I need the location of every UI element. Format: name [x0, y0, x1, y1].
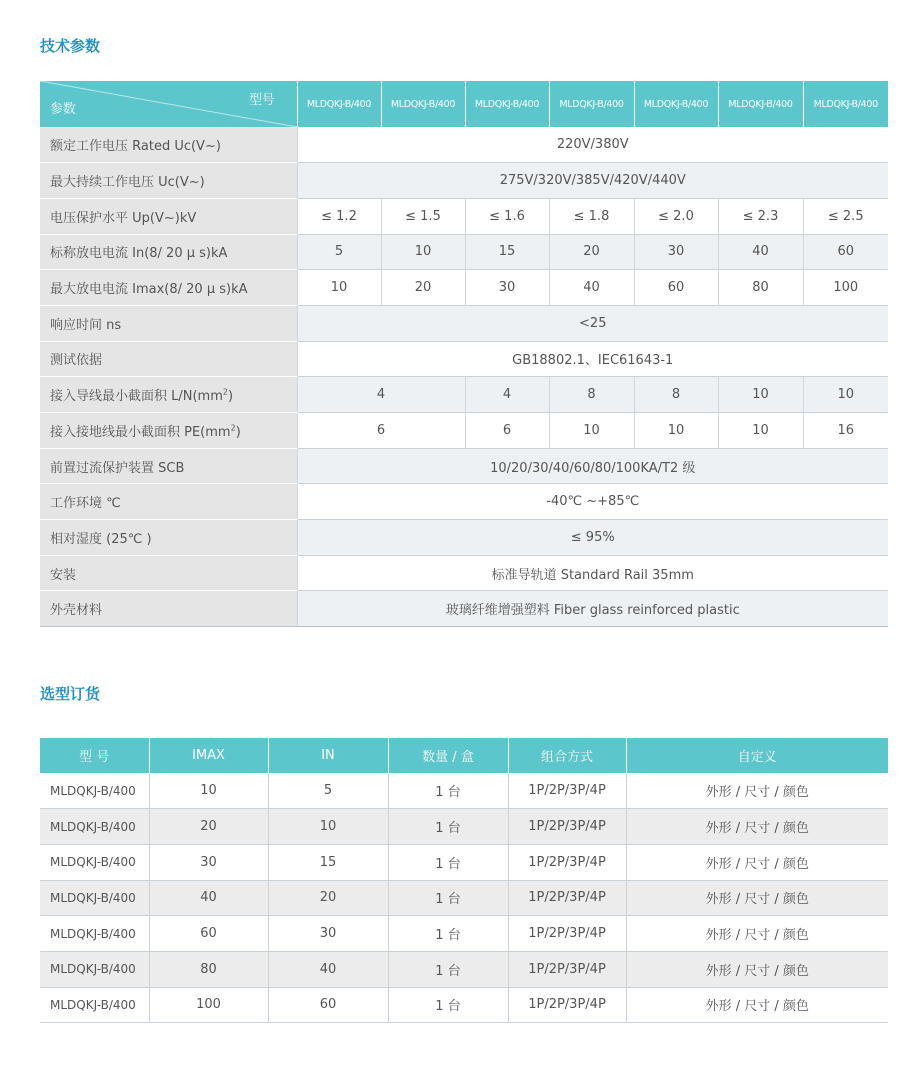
row-value: ≤ 2.0	[634, 198, 718, 234]
row-value: 40	[549, 270, 634, 306]
row-value: ≤ 2.3	[718, 198, 803, 234]
row-value: 10	[634, 413, 718, 449]
table-cell: 15	[268, 844, 388, 880]
table-cell: 1P/2P/3P/4P	[508, 987, 626, 1023]
row-value: 4	[465, 377, 549, 413]
table-cell: 1 台	[388, 880, 508, 916]
row-value: 20	[549, 234, 634, 270]
row-value: 275V/320V/385V/420V/440V	[297, 163, 888, 199]
table-cell: 20	[268, 880, 388, 916]
row-label: 工作环境 ℃	[40, 484, 297, 520]
table-cell: 外形 / 尺寸 / 颜色	[626, 880, 888, 916]
row-value: 16	[803, 413, 888, 449]
header-model-label: 型号	[249, 93, 275, 108]
spec-row-humidity	[40, 520, 888, 556]
row-value: 玻璃纤维增强塑料 Fiber glass reinforced plastic	[297, 591, 888, 627]
table-cell: MLDQKJ-B/400	[40, 951, 149, 987]
model-header: MLDQKJ-B/400	[718, 81, 803, 127]
row-label: 测试依据	[40, 341, 297, 377]
row-label: 电压保护水平 Up(V~)kV	[40, 198, 297, 234]
table-cell: 40	[149, 880, 268, 916]
row-label: 安装	[40, 555, 297, 591]
table-cell: 1 台	[388, 916, 508, 952]
model-header: MLDQKJ-B/400	[297, 81, 381, 127]
row-value: 40	[718, 234, 803, 270]
order-header: 数量 / 盒	[388, 738, 508, 773]
row-label: 最大持续工作电压 Uc(V~)	[40, 163, 297, 199]
table-cell: MLDQKJ-B/400	[40, 916, 149, 952]
table-cell: MLDQKJ-B/400	[40, 987, 149, 1023]
table-cell: 外形 / 尺寸 / 颜色	[626, 987, 888, 1023]
table-row	[40, 880, 888, 916]
row-value: ≤ 95%	[297, 520, 888, 556]
model-header: MLDQKJ-B/400	[381, 81, 465, 127]
table-cell: 60	[268, 987, 388, 1023]
table-cell: 1P/2P/3P/4P	[508, 809, 626, 845]
table-cell: MLDQKJ-B/400	[40, 880, 149, 916]
row-value: ≤ 1.6	[465, 198, 549, 234]
row-label: 前置过流保护装置 SCB	[40, 448, 297, 484]
table-cell: 外形 / 尺寸 / 颜色	[626, 844, 888, 880]
row-value: 10	[549, 413, 634, 449]
table-cell: 30	[268, 916, 388, 952]
label-sup: 2	[230, 423, 236, 433]
table-cell: 外形 / 尺寸 / 颜色	[626, 951, 888, 987]
order-header: IN	[268, 738, 388, 773]
table-cell: 1P/2P/3P/4P	[508, 844, 626, 880]
row-label: 最大放电电流 Imax(8/ 20 μ s)kA	[40, 270, 297, 306]
spec-header-row	[40, 81, 888, 127]
header-param-label: 参数	[50, 102, 76, 117]
row-value: -40℃ ~+85℃	[297, 484, 888, 520]
row-value: 10	[803, 377, 888, 413]
row-value: 4	[297, 377, 465, 413]
table-cell: 1P/2P/3P/4P	[508, 951, 626, 987]
row-value: 10	[381, 234, 465, 270]
row-value: 30	[465, 270, 549, 306]
table-row	[40, 951, 888, 987]
order-header: 组合方式	[508, 738, 626, 773]
table-cell: 1 台	[388, 987, 508, 1023]
model-header: MLDQKJ-B/400	[634, 81, 718, 127]
spec-row-nominal-current	[40, 234, 888, 270]
label-text: 接入接地线最小截面积 PE(mm	[50, 424, 231, 440]
table-cell: MLDQKJ-B/400	[40, 844, 149, 880]
table-cell: 外形 / 尺寸 / 颜色	[626, 809, 888, 845]
row-value: 15	[465, 234, 549, 270]
table-cell: 1P/2P/3P/4P	[508, 880, 626, 916]
table-cell: 1P/2P/3P/4P	[508, 916, 626, 952]
row-label	[40, 413, 297, 449]
model-header: MLDQKJ-B/400	[549, 81, 634, 127]
row-value: 10	[718, 413, 803, 449]
row-value: 6	[465, 413, 549, 449]
table-cell: MLDQKJ-B/400	[40, 773, 149, 809]
model-header: MLDQKJ-B/400	[465, 81, 549, 127]
row-value: 60	[803, 234, 888, 270]
row-value: 80	[718, 270, 803, 306]
order-table	[40, 738, 888, 1023]
table-cell: 5	[268, 773, 388, 809]
row-value: ≤ 2.5	[803, 198, 888, 234]
spec-row-response-time	[40, 305, 888, 341]
table-cell: 1 台	[388, 809, 508, 845]
table-cell: MLDQKJ-B/400	[40, 809, 149, 845]
table-cell: 1 台	[388, 773, 508, 809]
table-cell: 1 台	[388, 951, 508, 987]
row-value: <25	[297, 305, 888, 341]
table-row	[40, 773, 888, 809]
spec-row-wire-pe	[40, 413, 888, 449]
order-header-row	[40, 738, 888, 773]
table-cell: 10	[149, 773, 268, 809]
spec-row-protection-level	[40, 198, 888, 234]
row-label: 标称放电电流 In(8/ 20 μ s)kA	[40, 234, 297, 270]
table-cell: 80	[149, 951, 268, 987]
row-value: 6	[297, 413, 465, 449]
row-value: 8	[549, 377, 634, 413]
row-value: 8	[634, 377, 718, 413]
table-cell: 10	[268, 809, 388, 845]
row-value: 5	[297, 234, 381, 270]
spec-row-housing	[40, 591, 888, 627]
row-value: 100	[803, 270, 888, 306]
label-text: 接入导线最小截面积 L/N(mm	[50, 389, 223, 405]
row-value: 30	[634, 234, 718, 270]
row-label: 外壳材料	[40, 591, 297, 627]
table-cell: 外形 / 尺寸 / 颜色	[626, 773, 888, 809]
row-value: GB18802.1、IEC61643-1	[297, 341, 888, 377]
row-value: 60	[634, 270, 718, 306]
table-cell: 40	[268, 951, 388, 987]
row-value: 20	[381, 270, 465, 306]
row-value: 10/20/30/40/60/80/100KA/T2 级	[297, 448, 888, 484]
order-header: IMAX	[149, 738, 268, 773]
order-header: 自定义	[626, 738, 888, 773]
row-value: 标准导轨道 Standard Rail 35mm	[297, 555, 888, 591]
table-cell: 20	[149, 809, 268, 845]
spec-row-installation	[40, 555, 888, 591]
table-cell: 30	[149, 844, 268, 880]
section-title-tech-params: 技术参数	[40, 37, 101, 55]
spec-row-test-basis	[40, 341, 888, 377]
table-row	[40, 987, 888, 1023]
model-header: MLDQKJ-B/400	[803, 81, 888, 127]
table-row	[40, 809, 888, 845]
spec-row-environment	[40, 484, 888, 520]
label-text: )	[235, 424, 241, 440]
spec-row-max-voltage	[40, 163, 888, 199]
spec-row-wire-ln	[40, 377, 888, 413]
section-title-ordering: 选型订货	[40, 685, 101, 703]
row-label	[40, 377, 297, 413]
spec-row-max-current	[40, 270, 888, 306]
row-value: ≤ 1.2	[297, 198, 381, 234]
diagonal-header-cell	[40, 81, 297, 127]
row-value: ≤ 1.8	[549, 198, 634, 234]
row-value: 10	[297, 270, 381, 306]
row-value: ≤ 1.5	[381, 198, 465, 234]
table-row	[40, 844, 888, 880]
spec-row-rated-voltage	[40, 127, 888, 163]
spec-table	[40, 81, 888, 627]
table-row	[40, 916, 888, 952]
label-text: )	[227, 389, 234, 405]
row-value: 220V/380V	[297, 127, 888, 163]
order-header: 型 号	[40, 738, 149, 773]
table-cell: 60	[149, 916, 268, 952]
table-cell: 1P/2P/3P/4P	[508, 773, 626, 809]
table-cell: 外形 / 尺寸 / 颜色	[626, 916, 888, 952]
row-label: 额定工作电压 Rated Uc(V~)	[40, 127, 297, 163]
spec-row-scb	[40, 448, 888, 484]
table-cell: 1 台	[388, 844, 508, 880]
row-value: 10	[718, 377, 803, 413]
row-label: 相对湿度 (25℃ )	[40, 520, 297, 556]
table-cell: 100	[149, 987, 268, 1023]
row-label: 响应时间 ns	[40, 305, 297, 341]
label-sup: 2	[222, 387, 228, 397]
